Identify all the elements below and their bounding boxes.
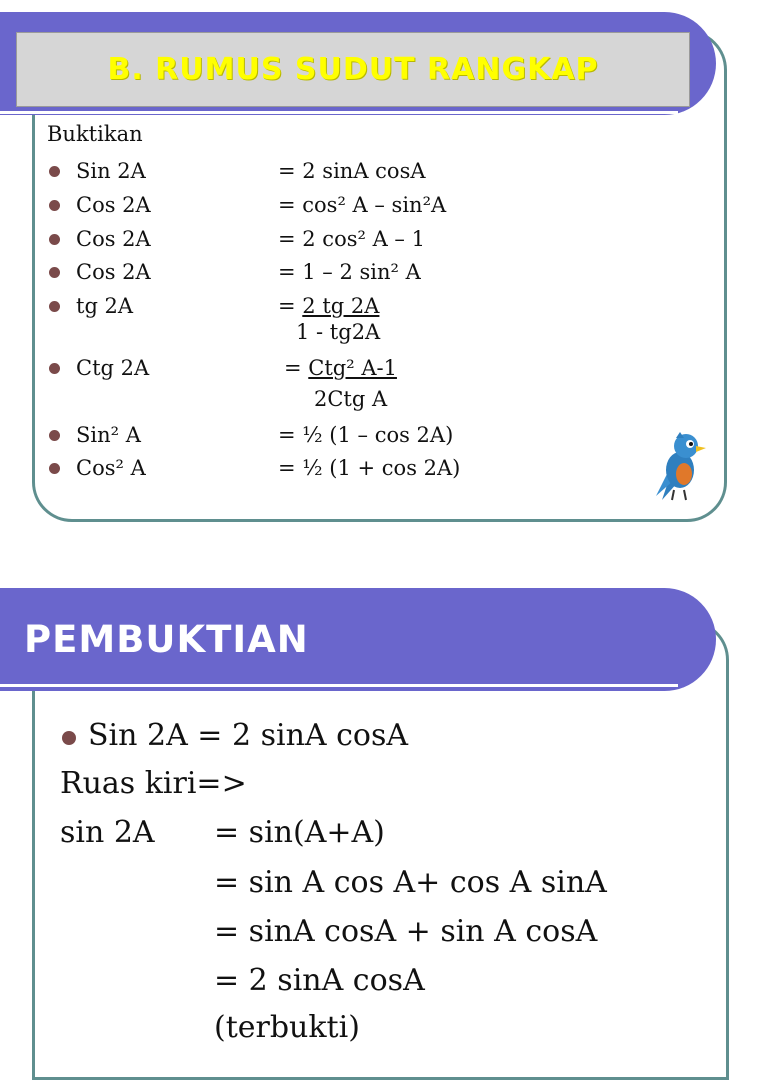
formula-lhs: Sin² A (76, 423, 141, 447)
equals-sign: = (278, 294, 303, 318)
bullet-icon (49, 363, 60, 374)
slide-pembuktian (0, 580, 768, 1045)
proof-line: Ruas kiri=> (60, 766, 247, 801)
bullet-icon (49, 166, 60, 177)
bullet-icon (49, 430, 60, 441)
title-rule (0, 684, 678, 687)
title-bar (0, 588, 716, 691)
fraction-numerator: Ctg² A-1 (308, 356, 397, 380)
proof-line: = 2 sinA cosA (214, 963, 425, 998)
formula-rhs: = cos² A – sin²A (278, 193, 447, 217)
slide-title: B. RUMUS SUDUT RANGKAP (107, 52, 599, 87)
proof-statement: Sin 2A = 2 sinA cosA (88, 718, 409, 753)
formula-rhs: = 2 sinA cosA (278, 159, 426, 183)
equals-sign: = (284, 356, 309, 380)
formula-rhs: = ½ (1 – cos 2A) (278, 423, 454, 447)
proof-line: = sin(A+A) (214, 815, 385, 850)
bullet-icon (62, 731, 76, 745)
fraction-numerator: 2 tg 2A (302, 294, 380, 318)
bullet-icon (49, 301, 60, 312)
formula-lhs: tg 2A (76, 294, 134, 318)
fraction-denominator: 1 - tg2A (296, 320, 381, 344)
formula-lhs: Cos² A (76, 456, 146, 480)
formula-rhs: = 1 – 2 sin² A (278, 260, 421, 284)
bullet-icon (49, 234, 60, 245)
formula-lhs: Cos 2A (76, 260, 151, 284)
intro-text: Buktikan (47, 122, 143, 146)
proof-line: sin 2A (60, 815, 155, 850)
bullet-icon (49, 267, 60, 278)
formula-lhs: Sin 2A (76, 159, 146, 183)
proof-conclusion: (terbukti) (214, 1010, 360, 1045)
formula-lhs: Cos 2A (76, 193, 151, 217)
slide-title: PEMBUKTIAN (24, 618, 309, 661)
formula-rhs (278, 292, 379, 320)
bullet-icon (49, 463, 60, 474)
formula-lhs: Cos 2A (76, 227, 151, 251)
bird-icon (650, 430, 706, 502)
formula-lhs: Ctg 2A (76, 356, 150, 380)
title-bar (0, 12, 716, 115)
title-box (16, 32, 690, 107)
formula-rhs (284, 354, 397, 382)
formula-rhs: = 2 cos² A – 1 (278, 227, 425, 251)
fraction-denominator: 2Ctg A (314, 387, 388, 411)
proof-line: = sin A cos A+ cos A sinA (214, 865, 607, 900)
proof-line: = sinA cosA + sin A cosA (214, 914, 598, 949)
title-rule (0, 111, 678, 114)
formula-rhs: = ½ (1 + cos 2A) (278, 456, 461, 480)
bullet-icon (49, 200, 60, 211)
